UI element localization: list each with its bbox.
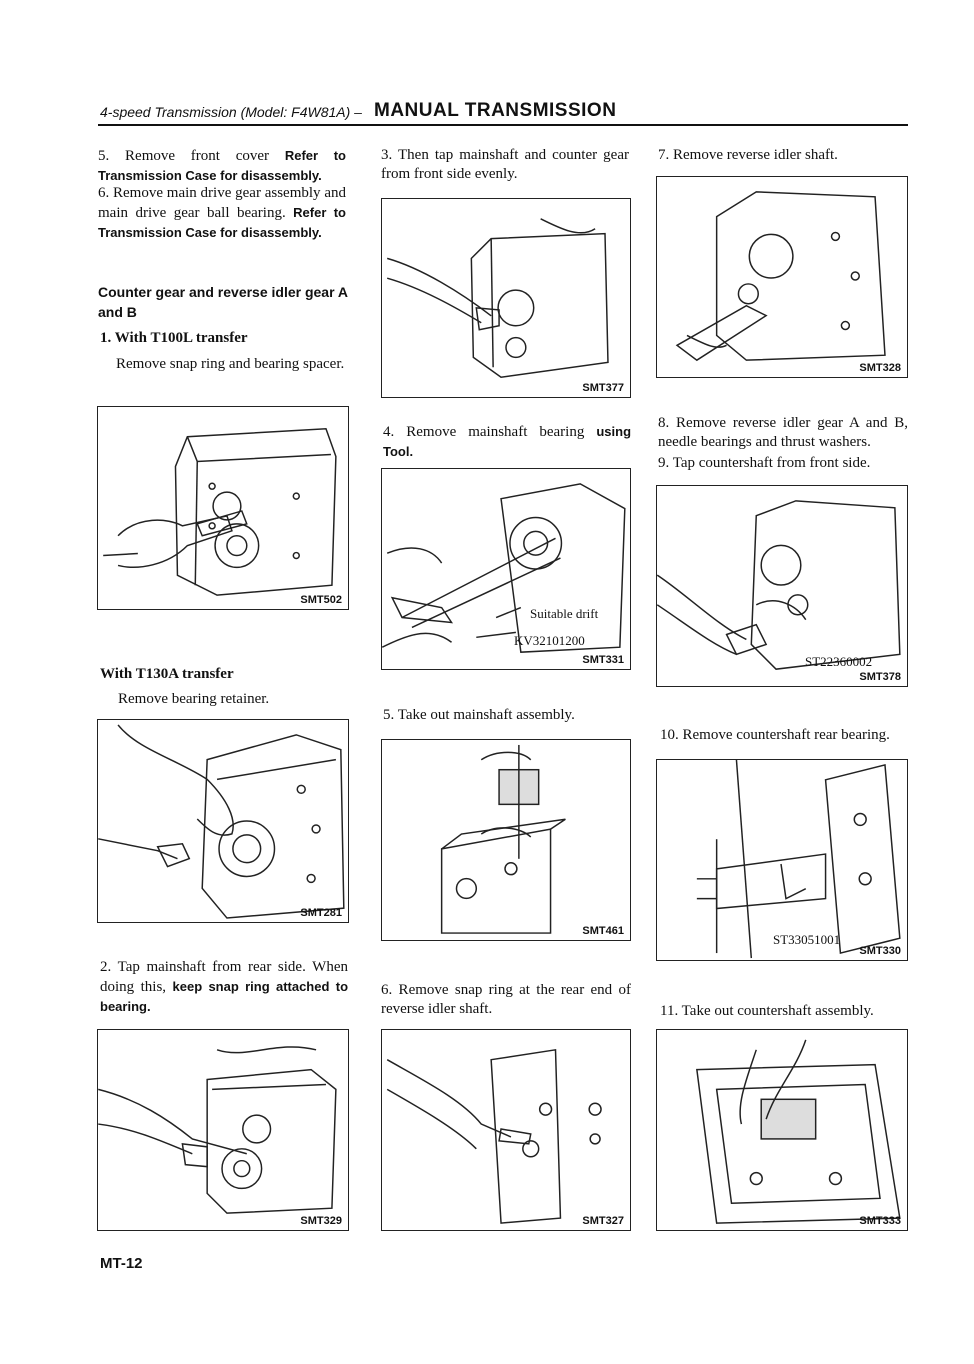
figure-smt333 <box>656 1029 908 1231</box>
figure-code: SMT333 <box>859 1215 901 1227</box>
col1-t130a-body: Remove bearing retainer. <box>118 691 270 707</box>
col2-step5: 5. Take out mainshaft assembly. <box>383 707 575 723</box>
figure-code: SMT330 <box>859 945 901 957</box>
label-drift: Suitable drift <box>530 606 599 621</box>
figure-smt502 <box>97 406 349 610</box>
col1-step6: 6. Remove main drive gear assembly and main drive gear ball bearing. Refer to Transmission Case for disassembly. <box>98 185 347 240</box>
col2-step6: 6. Remove snap ring at the rear end of reverse idler shaft. <box>381 982 631 1017</box>
countershaft-assembly-illustration <box>657 1030 907 1230</box>
chapter-title: MANUAL TRANSMISSION <box>374 100 617 121</box>
col3-step11: 11. Take out countershaft assembly. <box>660 1003 874 1019</box>
countershaft-rear-bearing-illustration <box>657 760 907 960</box>
col2-step4: 4. Remove mainshaft bearing using Tool. <box>383 424 632 459</box>
label-tool: ST22360002 <box>805 654 873 669</box>
col2-step3: 3. Then tap mainshaft and counter gear from front side evenly. <box>381 147 629 182</box>
col3-step7: 7. Remove reverse idler shaft. <box>658 147 838 163</box>
figure-smt331 <box>381 468 631 670</box>
col3-step8: 8. Remove reverse idler gear A and B, needle bearings and thrust washers. <box>658 415 908 450</box>
figure-smt461 <box>381 739 631 941</box>
col3-step10: 10. Remove countershaft rear bearing. <box>660 727 890 743</box>
col1-t130a-title: With T130A transfer <box>100 666 234 682</box>
transmission-case-illustration <box>98 407 348 609</box>
figure-smt377 <box>381 198 631 398</box>
snap-ring-removal-illustration <box>382 1030 630 1230</box>
figure-smt330 <box>656 759 908 961</box>
figure-code: SMT331 <box>582 654 624 666</box>
section-title: 4-speed Transmission (Model: F4W81A) – <box>100 104 362 120</box>
figure-code: SMT461 <box>582 925 624 937</box>
mainshaft-bearing-tool-illustration <box>382 469 630 669</box>
page-header <box>98 100 908 126</box>
figure-code: SMT328 <box>859 362 901 374</box>
figure-smt327 <box>381 1029 631 1231</box>
figure-code: SMT502 <box>300 594 342 606</box>
tap-mainshaft-illustration <box>98 1030 348 1230</box>
col1-step5: 5. Remove front cover Refer to Transmission Case for disassembly. <box>98 148 346 183</box>
figure-code: SMT329 <box>300 1215 342 1227</box>
col3-step9: 9. Tap countershaft from front side. <box>658 455 871 471</box>
figure-code: SMT281 <box>300 907 342 919</box>
label-tool: ST33051001 <box>773 932 841 947</box>
figure-smt329 <box>97 1029 349 1231</box>
figure-code: SMT377 <box>582 382 624 394</box>
col1-step1-title: 1. With T100L transfer <box>100 330 248 346</box>
page-number: MT-12 <box>100 1255 143 1272</box>
mainshaft-assembly-illustration <box>382 740 630 940</box>
reverse-idler-shaft-illustration <box>657 177 907 377</box>
label-tool: KV32101200 <box>514 633 585 648</box>
figure-smt378 <box>656 485 908 687</box>
figure-code: SMT327 <box>582 1215 624 1227</box>
figure-smt281 <box>97 719 349 923</box>
col1-step1-body: Remove snap ring and bearing spacer. <box>116 356 345 372</box>
section-heading: Counter gear and reverse idler gear A and B <box>98 284 348 320</box>
bearing-retainer-illustration <box>98 720 348 922</box>
figure-code: SMT378 <box>859 671 901 683</box>
col1-step2: 2. Tap mainshaft from rear side. When doing this, keep snap ring attached to bearing. <box>100 959 349 1014</box>
tap-counter-gear-illustration <box>382 199 630 397</box>
figure-smt328 <box>656 176 908 378</box>
